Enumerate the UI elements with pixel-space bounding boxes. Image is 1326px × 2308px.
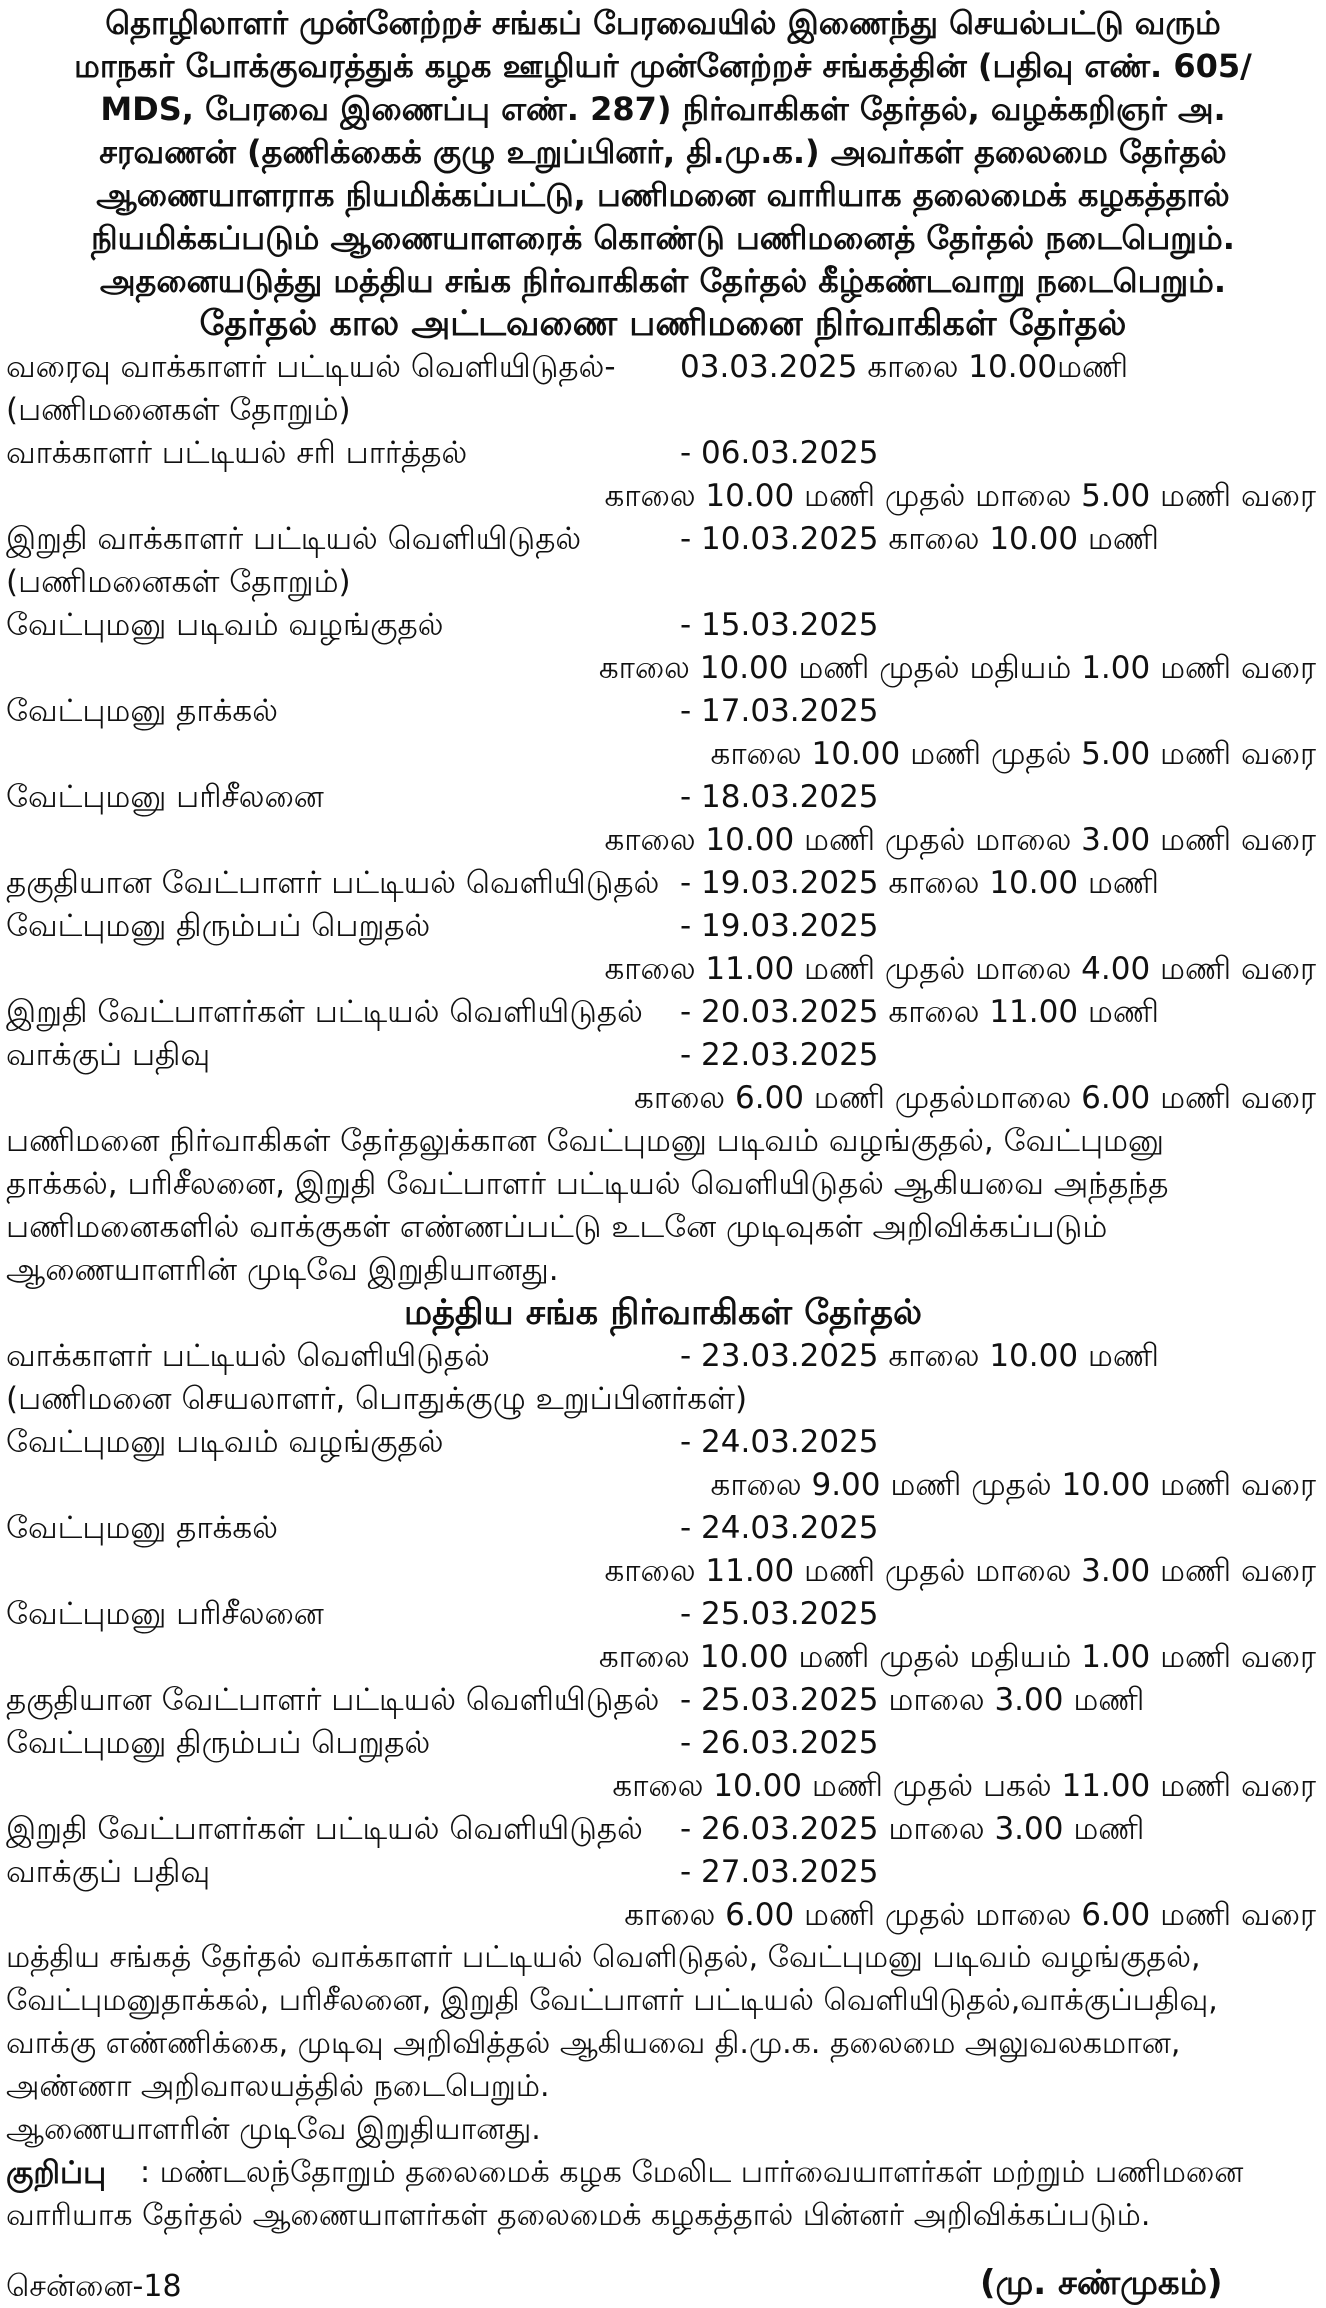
branch-item-date: - 19.03.2025 காலை 10.00 மணி <box>680 865 1159 901</box>
intro-line: ஆணையாளராக நியமிக்கப்பட்டு, பணிமனை வாரியாக தலைமைக் கழகத்தால் <box>96 176 1230 214</box>
central-time-range: காலை 10.00 மணி முதல் பகல் 11.00 மணி வரை <box>612 1768 1316 1804</box>
central-time-range: காலை 10.00 மணி முதல் மதியம் 1.00 மணி வரை <box>598 1639 1316 1675</box>
branch-item-label: (பணிமனைகள் தோறும்) <box>6 392 351 428</box>
central-note-line: அண்ணா அறிவாலயத்தில் நடைபெறும். <box>6 2069 550 2104</box>
central-time-range: காலை 9.00 மணி முதல் 10.00 மணி வரை <box>710 1467 1316 1503</box>
central-item-label: வாக்காளர் பட்டியல் வெளியிடுதல் <box>6 1338 490 1374</box>
footnote-label: குறிப்பு <box>6 2155 107 2191</box>
central-time-range: காலை 11.00 மணி முதல் மாலை 3.00 மணி வரை <box>604 1553 1316 1589</box>
place-fragment: சென்னை-18 <box>6 2269 182 2304</box>
branch-item-date: - 17.03.2025 <box>680 693 879 729</box>
central-item-date: - 24.03.2025 <box>680 1424 879 1460</box>
branch-item-label: வேட்புமனு திரும்பப் பெறுதல் <box>6 908 431 944</box>
central-item-label: தகுதியான வேட்பாளர் பட்டியல் வெளியிடுதல் <box>6 1682 660 1718</box>
intro-line: தொழிலாளர் முன்னேற்றச் சங்கப் பேரவையில் இணைந்து செயல்பட்டு வரும் <box>105 4 1221 42</box>
intro-line: மாநகர் போக்குவரத்துக் கழக ஊழியர் முன்னேற்றச் சங்கத்தின் (பதிவு எண். 605/ <box>74 47 1252 85</box>
branch-item-label: தகுதியான வேட்பாளர் பட்டியல் வெளியிடுதல் <box>6 865 660 901</box>
branch-item-label: வரைவு வாக்காளர் பட்டியல் வெளியிடுதல்- <box>6 349 616 385</box>
branch-item-label: (பணிமனைகள் தோறும்) <box>6 564 351 600</box>
central-item-label: வேட்புமனு படிவம் வழங்குதல் <box>6 1424 444 1460</box>
central-item-label: வேட்புமனு தாக்கல் <box>6 1510 278 1546</box>
branch-item-date: - 06.03.2025 <box>680 435 879 471</box>
central-item-label: வாக்குப் பதிவு <box>6 1854 211 1890</box>
central-item-date: - 23.03.2025 காலை 10.00 மணி <box>680 1338 1159 1374</box>
central-item-label: இறுதி வேட்பாளர்கள் பட்டியல் வெளியிடுதல் <box>6 1811 643 1847</box>
branch-item-label: இறுதி வாக்காளர் பட்டியல் வெளியிடுதல் <box>6 521 582 557</box>
branch-time-range: காலை 10.00 மணி முதல் மாலை 3.00 மணி வரை <box>604 822 1316 858</box>
branch-note-line: தாக்கல், பரிசீலனை, இறுதி வேட்பாளர் பட்டியல் வெளியிடுதல் ஆகியவை அந்தந்த <box>6 1166 1169 1202</box>
intro-line: நியமிக்கப்படும் ஆணையாளரைக் கொண்டு பணிமனைத் தேர்தல் நடைபெறும். <box>91 219 1235 257</box>
branch-item-date: - 18.03.2025 <box>680 779 879 815</box>
branch-time-range: காலை 10.00 மணி முதல் மாலை 5.00 மணி வரை <box>604 478 1316 514</box>
central-item-label: (பணிமனை செயலாளர், பொதுக்குழு உறுப்பினர்கள்) <box>6 1381 748 1417</box>
branch-item-date: - 19.03.2025 <box>680 908 879 944</box>
branch-item-label: வாக்காளர் பட்டியல் சரி பார்த்தல் <box>6 435 468 471</box>
central-note-line: மத்திய சங்கத் தேர்தல் வாக்காளர் பட்டியல் வெளிடுதல், வேட்புமனு படிவம் வழங்குதல், <box>6 1940 1201 1975</box>
branch-item-label: இறுதி வேட்பாளர்கள் பட்டியல் வெளியிடுதல் <box>6 994 643 1030</box>
branch-time-range: காலை 10.00 மணி முதல் 5.00 மணி வரை <box>710 736 1316 772</box>
branch-item-date: - 10.03.2025 காலை 10.00 மணி <box>680 521 1159 557</box>
central-item-label: வேட்புமனு திரும்பப் பெறுதல் <box>6 1725 431 1761</box>
branch-heading: தேர்தல் கால அட்டவணை பணிமனை நிர்வாகிகள் தேர்தல் <box>199 304 1127 344</box>
footnote-line: வாரியாக தேர்தல் ஆணையாளர்கள் தலைமைக் கழகத்தால் பின்னர் அறிவிக்கப்படும். <box>6 2198 1151 2233</box>
branch-item-label: வேட்புமனு தாக்கல் <box>6 693 278 729</box>
central-item-date: - 24.03.2025 <box>680 1510 879 1546</box>
branch-note-line: பணிமனைகளில் வாக்குகள் எண்ணப்பட்டு உடனே முடிவுகள் அறிவிக்கப்படும் <box>6 1209 1108 1245</box>
branch-time-range: காலை 11.00 மணி முதல் மாலை 4.00 மணி வரை <box>604 951 1316 987</box>
branch-item-date: - 22.03.2025 <box>680 1037 879 1073</box>
central-note-line: வாக்கு எண்ணிக்கை, முடிவு அறிவித்தல் ஆகியவை தி.மு.க. தலைமை அலுவலகமான, <box>6 2026 1181 2061</box>
branch-note-line: பணிமனை நிர்வாகிகள் தேர்தலுக்கான வேட்புமனு படிவம் வழங்குதல், வேட்புமனு <box>6 1123 1164 1159</box>
central-item-label: வேட்புமனு பரிசீலனை <box>6 1596 324 1632</box>
branch-note-line: ஆணையாளரின் முடிவே இறுதியானது. <box>6 1252 559 1288</box>
central-note-line: ஆணையாளரின் முடிவே இறுதியானது. <box>6 2112 541 2147</box>
intro-line: MDS, பேரவை இணைப்பு எண். 287) நிர்வாகிகள் தேர்தல், வழக்கறிஞர் அ. <box>100 90 1226 128</box>
branch-time-range: காலை 6.00 மணி முதல்மாலை 6.00 மணி வரை <box>634 1080 1316 1116</box>
branch-item-label: வேட்புமனு படிவம் வழங்குதல் <box>6 607 444 643</box>
signatory-fragment: (மு. சண்முகம்) <box>980 2263 1223 2303</box>
central-item-date: - 26.03.2025 மாலை 3.00 மணி <box>680 1811 1145 1847</box>
branch-item-date: - 20.03.2025 காலை 11.00 மணி <box>680 994 1159 1030</box>
intro-line: அதனையடுத்து மத்திய சங்க நிர்வாகிகள் தேர்தல் கீழ்கண்டவாறு நடைபெறும். <box>99 262 1227 300</box>
branch-item-label: வேட்புமனு பரிசீலனை <box>6 779 324 815</box>
central-item-date: - 25.03.2025 மாலை 3.00 மணி <box>680 1682 1145 1718</box>
central-note-line: வேட்புமனுதாக்கல், பரிசீலனை, இறுதி வேட்பாளர் பட்டியல் வெளியிடுதல்,வாக்குப்பதிவு, <box>6 1983 1218 2018</box>
intro-line: சரவணன் (தணிக்கைக் குழு உறுப்பினர், தி.மு.க.) அவர்கள் தலைமை தேர்தல் <box>99 133 1227 171</box>
central-heading: மத்திய சங்க நிர்வாகிகள் தேர்தல் <box>403 1293 923 1333</box>
footnote-line: : மண்டலந்தோறும் தலைமைக் கழக மேலிட பார்வையாளர்கள் மற்றும் பணிமனை <box>140 2155 1244 2190</box>
central-item-date: - 25.03.2025 <box>680 1596 879 1632</box>
branch-time-range: காலை 10.00 மணி முதல் மதியம் 1.00 மணி வரை <box>598 650 1316 686</box>
central-time-range: காலை 6.00 மணி முதல் மாலை 6.00 மணி வரை <box>624 1897 1316 1933</box>
branch-item-date: - 15.03.2025 <box>680 607 879 643</box>
central-item-date: - 26.03.2025 <box>680 1725 879 1761</box>
central-item-date: - 27.03.2025 <box>680 1854 879 1890</box>
branch-item-label: வாக்குப் பதிவு <box>6 1037 211 1073</box>
branch-item-date: 03.03.2025 காலை 10.00மணி <box>680 349 1129 385</box>
